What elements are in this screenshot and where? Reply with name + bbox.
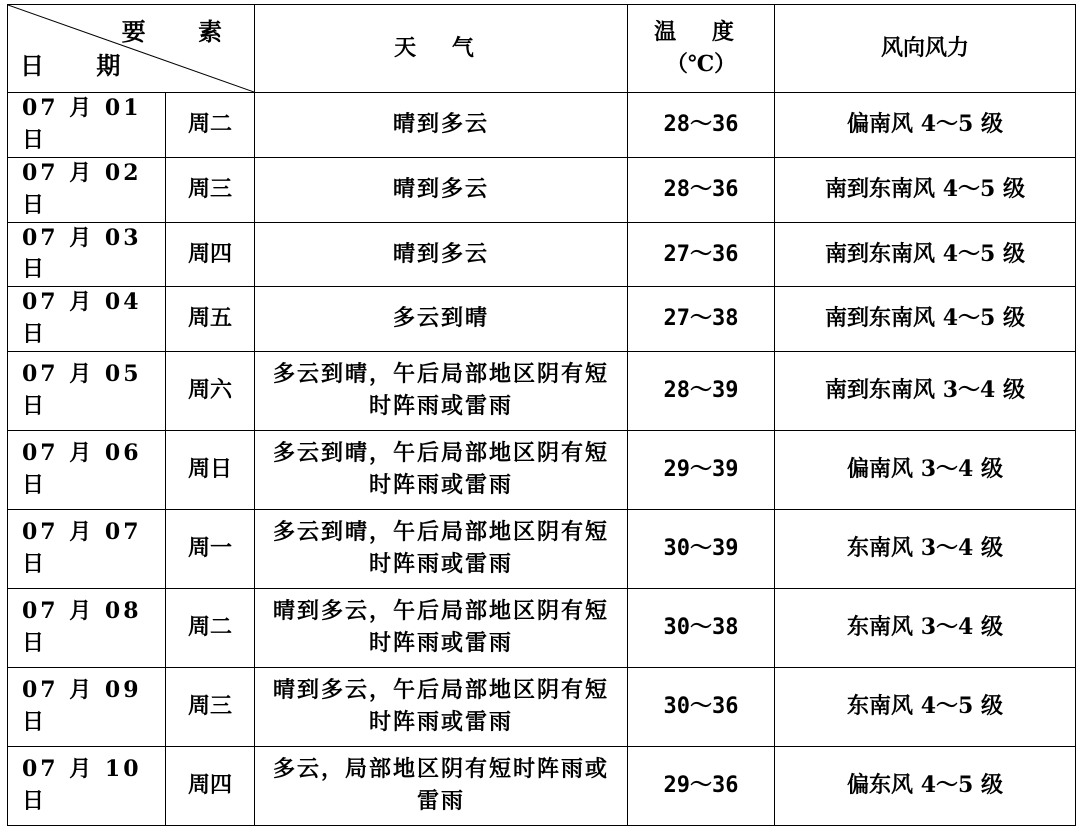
- weather-cell: 晴到多云: [255, 222, 628, 287]
- table-row: [8, 668, 1076, 747]
- wind-cell: 偏南风 4～5 级: [775, 93, 1076, 158]
- weather-header: 天 气: [255, 5, 628, 93]
- table-row: [8, 93, 1076, 158]
- weekday-cell: 周二: [166, 93, 255, 158]
- date-cell: 07 月 05 日: [8, 352, 166, 431]
- temperature-header-line1: 温 度: [654, 18, 748, 45]
- wind-header: 风向风力: [775, 5, 1076, 93]
- date-cell: 07 月 01 日: [8, 93, 166, 158]
- table-row: [8, 589, 1076, 668]
- weekday-cell: 周三: [166, 668, 255, 747]
- date-cell: 07 月 10 日: [8, 747, 166, 826]
- wind-cell: 偏南风 3～4 级: [775, 431, 1076, 510]
- weather-cell: 晴到多云，午后局部地区阴有短时阵雨或雷雨: [255, 589, 628, 668]
- temperature-cell: 28～39: [628, 352, 775, 431]
- weather-cell: 晴到多云: [255, 157, 628, 222]
- date-cell: 07 月 06 日: [8, 431, 166, 510]
- temperature-header-unit: （℃）: [665, 50, 737, 77]
- table-row: [8, 222, 1076, 287]
- date-header-label: 日 期: [20, 51, 143, 81]
- weather-cell: 多云到晴，午后局部地区阴有短时阵雨或雷雨: [255, 352, 628, 431]
- weekday-cell: 周三: [166, 157, 255, 222]
- weekday-cell: 周二: [166, 589, 255, 668]
- wind-cell: 南到东南风 4～5 级: [775, 287, 1076, 352]
- weather-cell: 晴到多云，午后局部地区阴有短时阵雨或雷雨: [255, 668, 628, 747]
- wind-cell: 南到东南风 4～5 级: [775, 157, 1076, 222]
- temperature-cell: 27～36: [628, 222, 775, 287]
- weekday-cell: 周一: [166, 510, 255, 589]
- weather-cell: 多云到晴，午后局部地区阴有短时阵雨或雷雨: [255, 431, 628, 510]
- weather-cell: 多云，局部地区阴有短时阵雨或雷雨: [255, 747, 628, 826]
- weekday-cell: 周六: [166, 352, 255, 431]
- table-row: [8, 287, 1076, 352]
- weekday-cell: 周五: [166, 287, 255, 352]
- wind-cell: 南到东南风 4～5 级: [775, 222, 1076, 287]
- weather-cell: 多云到晴，午后局部地区阴有短时阵雨或雷雨: [255, 510, 628, 589]
- elements-label: 要 素: [121, 17, 244, 46]
- weather-cell: 晴到多云: [255, 93, 628, 158]
- header-row: [8, 5, 1076, 93]
- wind-cell: 偏东风 4～5 级: [775, 747, 1076, 826]
- temperature-cell: 27～38: [628, 287, 775, 352]
- weekday-cell: 周四: [166, 747, 255, 826]
- date-cell: 07 月 02 日: [8, 157, 166, 222]
- weekday-cell: 周日: [166, 431, 255, 510]
- temperature-cell: 28～36: [628, 157, 775, 222]
- forecast-table: [7, 4, 1076, 826]
- wind-cell: 南到东南风 3～4 级: [775, 352, 1076, 431]
- temperature-header: [628, 5, 775, 93]
- table-row: [8, 431, 1076, 510]
- date-cell: 07 月 09 日: [8, 668, 166, 747]
- table-row: [8, 747, 1076, 826]
- temperature-cell: 29～36: [628, 747, 775, 826]
- date-cell: 07 月 07 日: [8, 510, 166, 589]
- wind-cell: 东南风 4～5 级: [775, 668, 1076, 747]
- date-cell: 07 月 08 日: [8, 589, 166, 668]
- date-cell: 07 月 04 日: [8, 287, 166, 352]
- temperature-cell: 30～36: [628, 668, 775, 747]
- table-row: [8, 157, 1076, 222]
- table-row: [8, 352, 1076, 431]
- weekday-cell: 周四: [166, 222, 255, 287]
- wind-cell: 东南风 3～4 级: [775, 589, 1076, 668]
- date-cell: 07 月 03 日: [8, 222, 166, 287]
- temperature-cell: 30～39: [628, 510, 775, 589]
- temperature-cell: 30～38: [628, 589, 775, 668]
- diagonal-header-cell: [8, 5, 255, 93]
- temperature-cell: 29～39: [628, 431, 775, 510]
- temperature-cell: 28～36: [628, 93, 775, 158]
- wind-cell: 东南风 3～4 级: [775, 510, 1076, 589]
- table-row: [8, 510, 1076, 589]
- weather-cell: 多云到晴: [255, 287, 628, 352]
